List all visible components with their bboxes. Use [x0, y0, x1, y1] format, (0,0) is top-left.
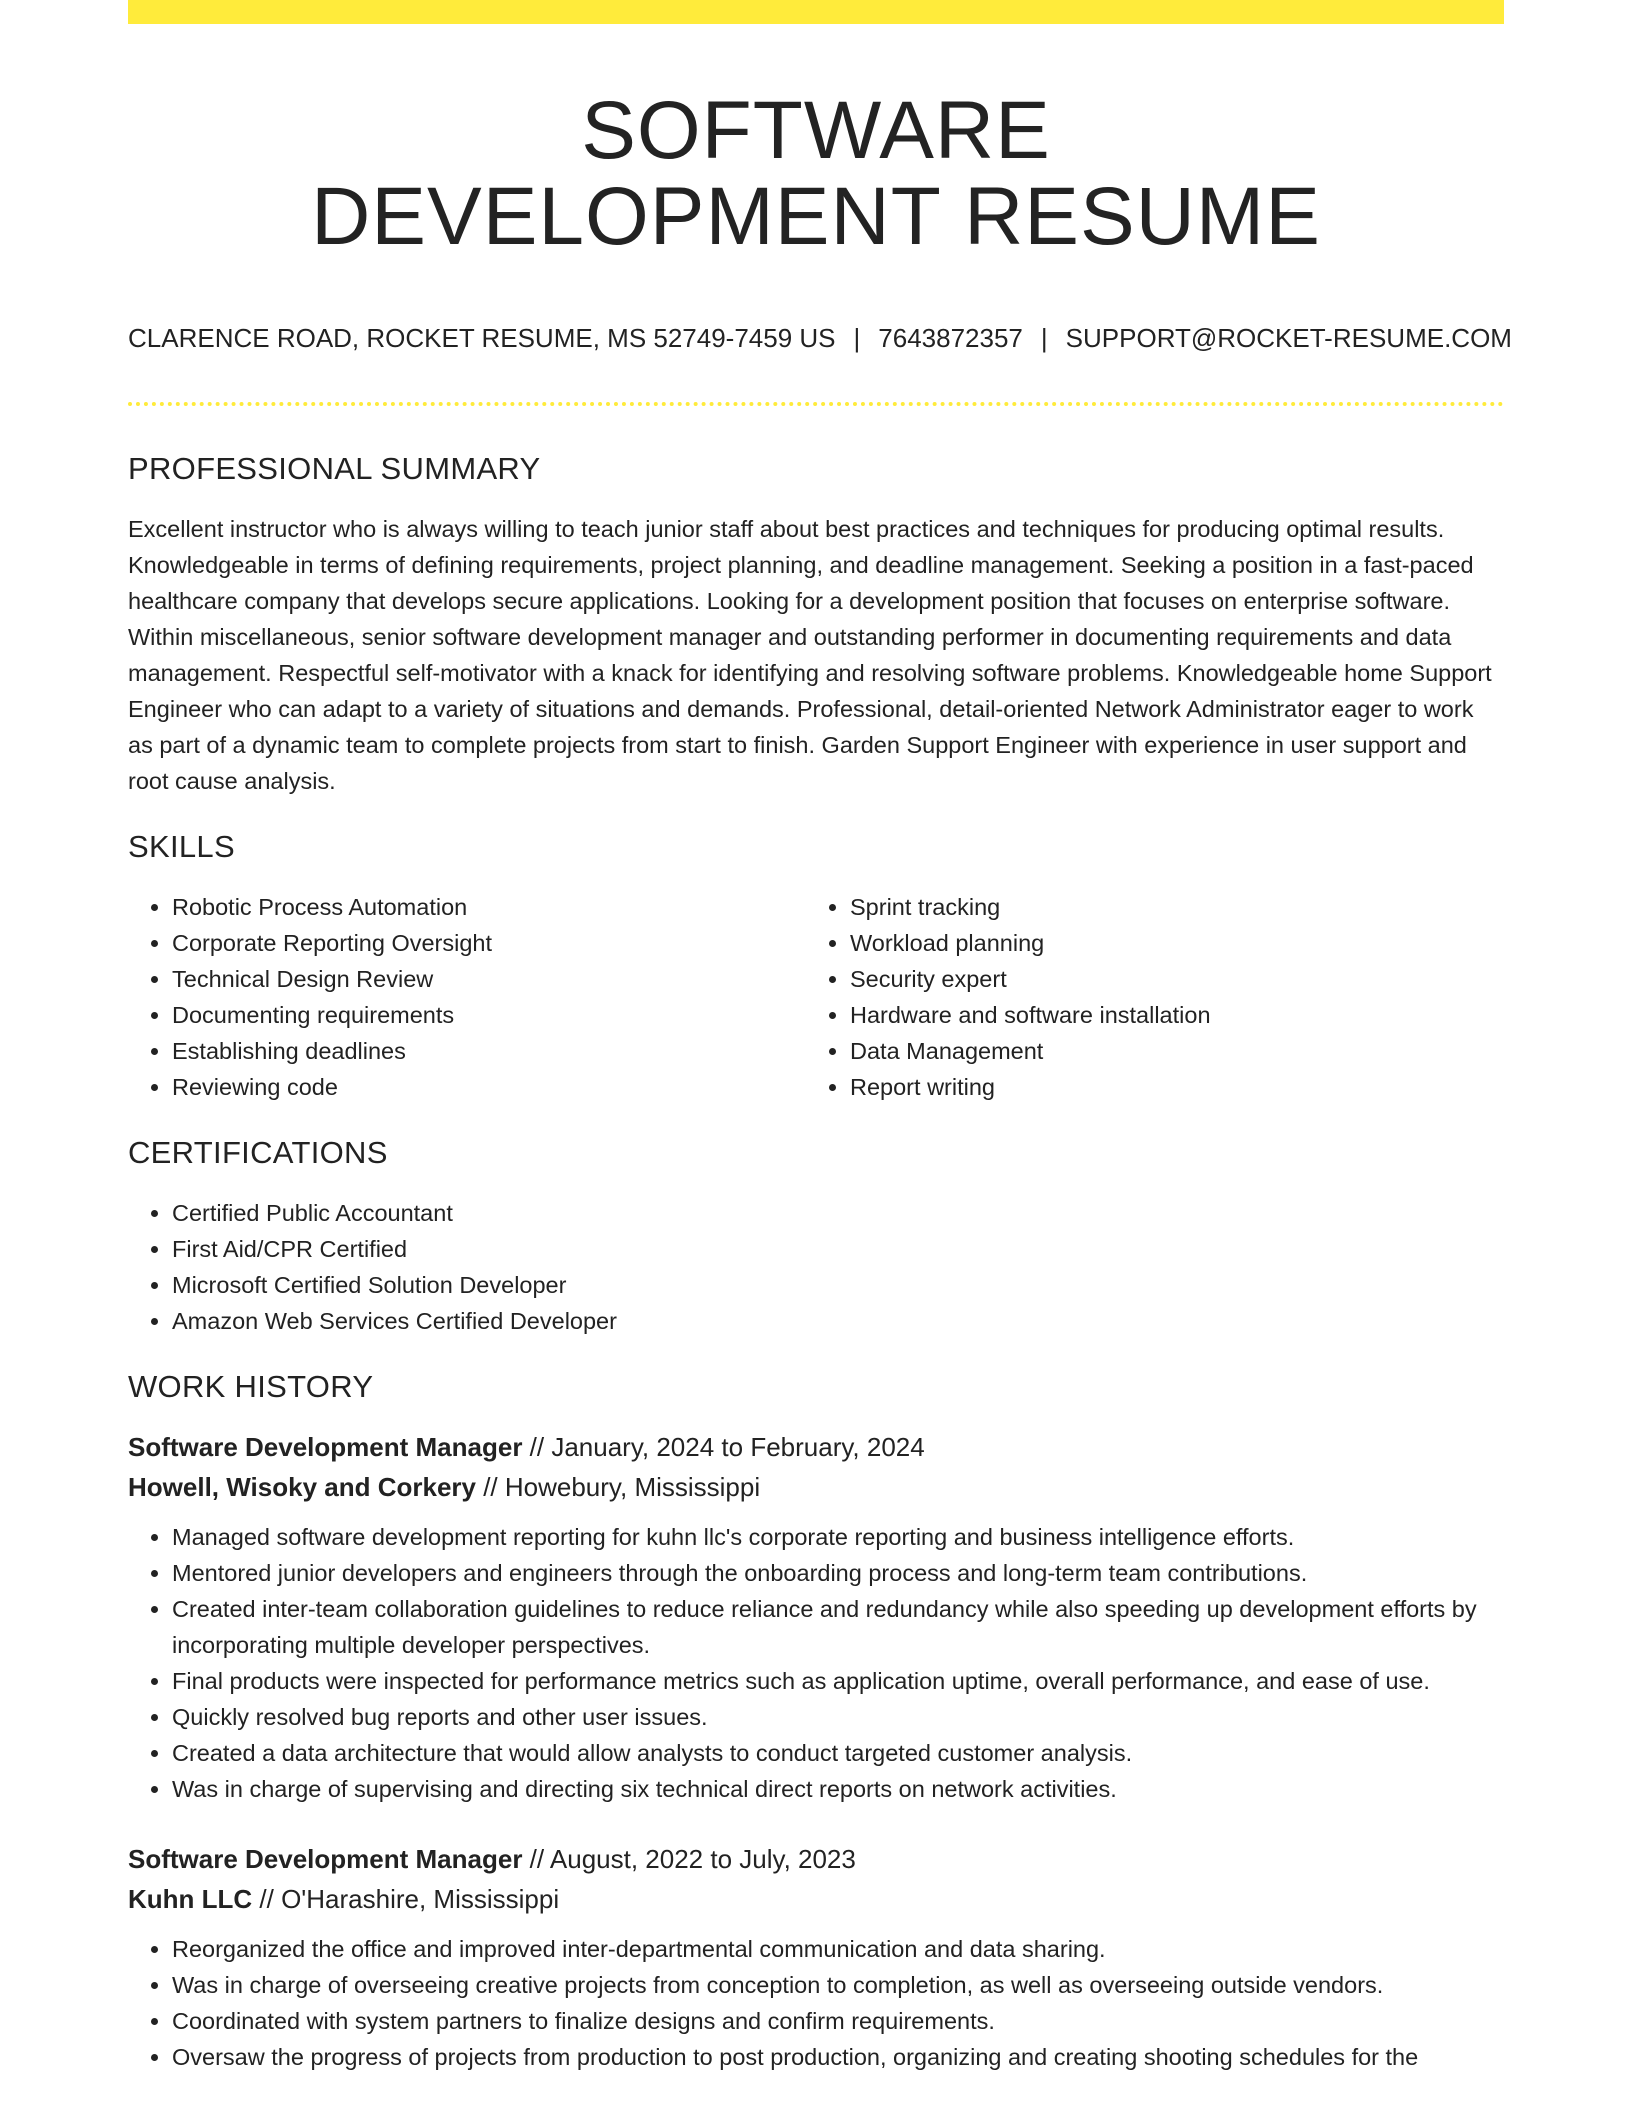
skills-list-left [128, 889, 806, 1105]
job-bullet: • Was in charge of supervising and directing six technical direct reports on network activities. [172, 1771, 1504, 1807]
skill-item: • Report writing [850, 1069, 1484, 1105]
job-dates: // August, 2022 to July, 2023 [522, 1844, 856, 1874]
job-bullet: • Reorganized the office and improved inter-departmental communication and data sharing. [172, 1931, 1504, 1967]
skill-item: • Establishing deadlines [172, 1033, 806, 1069]
contact-email: SUPPORT@ROCKET-RESUME.COM [1065, 323, 1512, 353]
resume-title [128, 85, 1504, 262]
skill-item: • Documenting requirements [172, 997, 806, 1033]
accent-top-bar [128, 0, 1504, 24]
skill-item: • Corporate Reporting Oversight [172, 925, 806, 961]
job-bullet: • Mentored junior developers and engineers through the onboarding process and long-term team contributions. [172, 1555, 1504, 1591]
skills-section [128, 829, 1504, 1105]
contact-address: CLARENCE ROAD, ROCKET RESUME, MS 52749-7459 US [128, 323, 836, 353]
skills-list-right [806, 889, 1484, 1105]
certifications-list [128, 1195, 1504, 1339]
certification-item: • Certified Public Accountant [172, 1195, 1504, 1231]
skill-item: • Data Management [850, 1033, 1484, 1069]
skill-item: • Hardware and software installation [850, 997, 1484, 1033]
job-company-line [128, 1879, 1504, 1919]
contact-separator: | [853, 323, 861, 353]
section-heading: CERTIFICATIONS [128, 1135, 388, 1170]
certifications-section [128, 1135, 1504, 1339]
job-entry [128, 1427, 1504, 1807]
certification-item: • First Aid/CPR Certified [172, 1231, 1504, 1267]
job-company-line [128, 1467, 1504, 1507]
skill-item: • Workload planning [850, 925, 1484, 961]
job-dates: // January, 2024 to February, 2024 [522, 1432, 925, 1462]
dotted-divider [128, 402, 1504, 406]
job-bullet: • Created inter-team collaboration guidelines to reduce reliance and redundancy while also speeding up development efforts by incorporating multiple developer perspectives. [172, 1591, 1504, 1663]
skill-item: • Security expert [850, 961, 1484, 997]
section-heading: WORK HISTORY [128, 1369, 374, 1404]
job-location: // Howebury, Mississippi [475, 1472, 761, 1502]
job-company: Kuhn LLC [128, 1884, 253, 1914]
professional-summary-section [128, 451, 1504, 799]
skills-column-left [128, 889, 806, 1105]
job-title-line [128, 1839, 1504, 1879]
title-line-2: DEVELOPMENT RESUME [311, 171, 1321, 262]
certification-item: • Amazon Web Services Certified Developer [172, 1303, 1504, 1339]
skill-item: • Sprint tracking [850, 889, 1484, 925]
skill-item: • Robotic Process Automation [172, 889, 806, 925]
job-bullet: • Created a data architecture that would allow analysts to conduct targeted customer analysis. [172, 1735, 1504, 1771]
job-bullet: • Coordinated with system partners to finalize designs and confirm requirements. [172, 2003, 1504, 2039]
job-entry [128, 1839, 1504, 2075]
job-bullet-list [128, 1931, 1504, 2075]
resume-page [128, 0, 1512, 2075]
skill-item: • Reviewing code [172, 1069, 806, 1105]
contact-phone: 7643872357 [878, 323, 1023, 353]
skills-columns [128, 889, 1504, 1105]
job-title: Software Development Manager [128, 1432, 523, 1462]
job-bullet: • Was in charge of overseeing creative projects from conception to completion, as well as overseeing outside vendors. [172, 1967, 1504, 2003]
job-bullet: • Quickly resolved bug reports and other user issues. [172, 1699, 1504, 1735]
skills-column-right [806, 889, 1484, 1105]
skill-item: • Technical Design Review [172, 961, 806, 997]
certification-item: • Microsoft Certified Solution Developer [172, 1267, 1504, 1303]
job-bullet-list [128, 1519, 1504, 1807]
job-title-line [128, 1427, 1504, 1467]
job-bullet: • Final products were inspected for performance metrics such as application uptime, overall performance, and ease of use. [172, 1663, 1504, 1699]
job-location: // O'Harashire, Mississippi [252, 1884, 560, 1914]
job-title: Software Development Manager [128, 1844, 523, 1874]
section-heading: SKILLS [128, 829, 235, 864]
title-line-1: SOFTWARE [581, 85, 1051, 176]
job-bullet: • Managed software development reporting for kuhn llc's corporate reporting and business intelligence efforts. [172, 1519, 1504, 1555]
contact-line [128, 322, 1512, 354]
job-bullet: • Oversaw the progress of projects from production to post production, organizing and creating shooting schedules for the [172, 2039, 1504, 2075]
section-heading: PROFESSIONAL SUMMARY [128, 451, 541, 486]
job-company: Howell, Wisoky and Corkery [128, 1472, 476, 1502]
contact-separator: | [1040, 323, 1048, 353]
summary-text: Excellent instructor who is always willing to teach junior staff about best practices and techniques for producing optimal results. Knowledgeable in terms of defining requirements, project planning, and deadline management. Seeking a position in a fast-paced healthcare company that develops secure applications. Looking for a development position that focuses on enterprise software. Within miscellaneous, senior software development manager and outstanding performer in documenting requirements and data management. Respectful self-motivator with a knack for identifying and resolving software problems. Knowledgeable home Support Engineer who can adapt to a variety of situations and demands. Professional, detail-oriented Network Administrator eager to work as part of a dynamic team to complete projects from start to finish. Garden Support Engineer with experience in user support and root cause analysis. [128, 516, 1492, 794]
work-history-section [128, 1369, 1504, 2075]
